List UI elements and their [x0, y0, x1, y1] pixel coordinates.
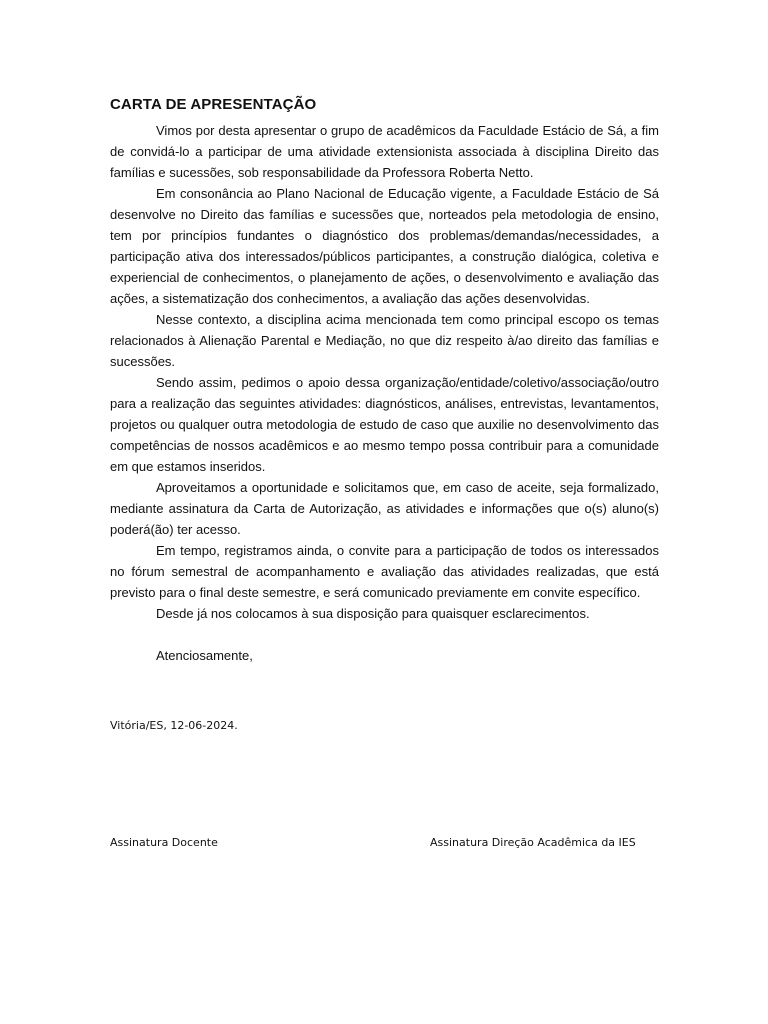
paragraph-authorization: Aproveitamos a oportunidade e solicitamos que, em caso de aceite, seja formalizado, mediante assinatura da Carta de Autorização, as atividades e informações que o(s) aluno(s) poderá(ão) ter acesso.: [110, 480, 659, 537]
document-title: CARTA DE APRESENTAÇÃO: [110, 96, 317, 113]
paragraph-request: Sendo assim, pedimos o apoio dessa organização/entidade/coletivo/associação/outro para a realização das seguintes atividades: diagnósticos, análises, entrevistas, levantamentos, projetos ou qualquer outra metodologia de estudo de caso que auxilie no desenvolvimento das competências de nossos acadêmicos e ao mesmo tempo possa contribuir para a comunidade em que estamos inseridos.: [110, 375, 659, 474]
paragraph-intro: Vimos por desta apresentar o grupo de acadêmicos da Faculdade Estácio de Sá, a fim de convidá-lo a participar de uma atividade extensionista associada à disciplina Direito das famílias e sucessões, sob responsabilidade da Professora Roberta Netto.: [110, 123, 659, 180]
paragraph-context: Nesse contexto, a disciplina acima mencionada tem como principal escopo os temas relacionados à Alienação Parental e Mediação, no que diz respeito à/ao direito das famílias e sucessões.: [110, 312, 659, 369]
letter-body: [110, 96, 659, 666]
paragraph-plan: Em consonância ao Plano Nacional de Educação vigente, a Faculdade Estácio de Sá desenvolve no Direito das famílias e sucessões que, norteados pela metodologia de ensino, tem por princípios fundantes o diagnóstico dos problemas/demandas/necessidades, a participação ativa dos interessados/públicos participantes, a construção dialógica, coletiva e experiencial de conhecimentos, o planejamento de ações, o desenvolvimento e avaliação das ações, a sistematização dos conhecimentos, a avaliação das ações desenvolvidas.: [110, 186, 659, 306]
place-date: Vitória/ES, 12-06-2024.: [110, 719, 238, 732]
signature-direction-label: Assinatura Direção Acadêmica da IES: [430, 836, 636, 849]
signature-teacher-label: Assinatura Docente: [110, 836, 218, 849]
closing-salutation: Atenciosamente,: [156, 648, 253, 663]
paragraph-availability: Desde já nos colocamos à sua disposição para quaisquer esclarecimentos.: [156, 606, 590, 621]
paragraph-forum: Em tempo, registramos ainda, o convite para a participação de todos os interessados no fórum semestral de acompanhamento e avaliação das atividades realizadas, que está previsto para o final deste semestre, e será comunicado previamente em convite específico.: [110, 543, 659, 600]
